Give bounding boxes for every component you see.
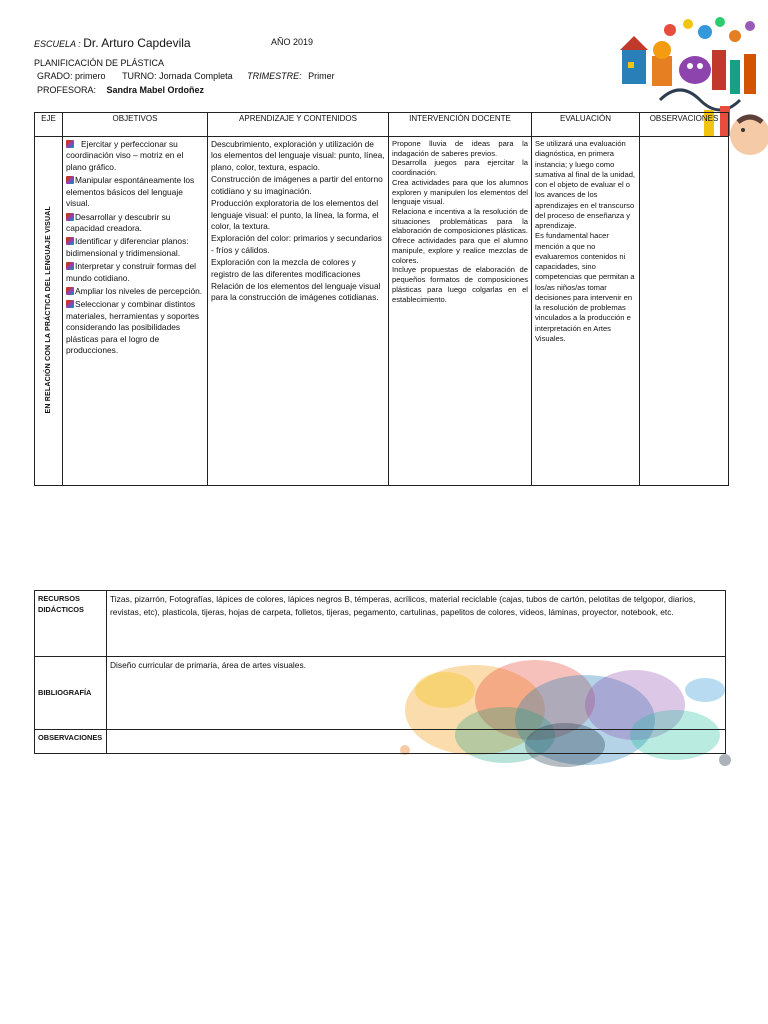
list-item: Ampliar los niveles de percepción. <box>66 286 204 297</box>
table-header-row <box>35 113 729 137</box>
escuela-label: ESCUELA : <box>34 39 81 49</box>
list-item: Incluye propuestas de elaboración de pequeños formatos de composiciones plásticas para luego colgarlas en el establecimiento. <box>392 265 528 304</box>
header-contenidos: APRENDIZAJE Y CONTENIDOS <box>208 113 389 137</box>
header-evaluacion: EVALUACIÓN <box>532 113 640 137</box>
paint-bullet-icon <box>66 262 74 270</box>
list-item: Desarrolla juegos para ejercitar la coordinación. <box>392 158 528 178</box>
observaciones-value <box>107 729 726 753</box>
bibliografia-value: Diseño curricular de primaria, área de artes visuales. <box>107 657 726 729</box>
observaciones-label: OBSERVACIONES <box>35 729 107 753</box>
list-item: Propone lluvia de ideas para la indagación de saberes previos. <box>392 139 528 158</box>
turno-value: Jornada Completa <box>159 71 233 81</box>
list-item: Relación de los elementos del lenguaje visual para la construcción de imágenes cotidianas. <box>211 281 381 303</box>
table-row <box>35 137 729 486</box>
trimestre-value: Primer <box>308 71 335 81</box>
intervencion-cell <box>389 137 532 486</box>
list-item: Construcción de imágenes a partir del entorno cotidiano y su imaginación. <box>211 174 383 196</box>
profesora-label: PROFESORA: <box>37 85 97 95</box>
table-row <box>35 591 726 657</box>
list-item: Interpretar y construir formas del mundo cotidiano. <box>66 261 197 283</box>
turno-label: TURNO: <box>122 71 157 81</box>
paint-bullet-icon <box>66 176 74 184</box>
recursos-table <box>34 590 726 754</box>
list-item: Seleccionar y combinar distintos materiales, herramientas y soportes considerando las posibilidades plásticas para el logro de producciones. <box>66 299 200 356</box>
grado-value: primero <box>75 71 106 81</box>
list-item: Se utilizará una evaluación diagnóstica, en primera instancia; y luego como sumativa al final de la unidad, con el objeto de evaluar el o los avances de los aprendizajes en el transcurso del proceso de enseñanza y aprendizaje. <box>535 139 636 230</box>
contenidos-cell <box>208 137 389 486</box>
table-row <box>35 657 726 729</box>
paint-bullet-icon <box>66 287 74 295</box>
objetivos-list <box>66 139 204 357</box>
planning-table <box>34 112 729 486</box>
header-intervencion: INTERVENCIÓN DOCENTE <box>389 113 532 137</box>
recursos-label: RECURSOS DIDÁCTICOS <box>35 591 107 657</box>
objetivos-cell <box>63 137 208 486</box>
planificacion-title: PLANIFICACIÓN DE PLÁSTICA <box>34 58 165 68</box>
paint-bullet-icon <box>66 237 74 245</box>
list-item: Es fundamental hacer mención a que no evaluaremos contenidos ni capacidades, sino competencias que permitan a los/as niños/as tomar decisiones para intervenir en la resolución de problemas vinculados a la producción e interpretación en Artes Visuales. <box>535 231 635 343</box>
header-eje: EJE <box>35 113 63 137</box>
profesora-value: Sandra Mabel Ordoñez <box>106 85 205 95</box>
list-item: Desarrollar y descubrir su capacidad creadora. <box>66 211 171 233</box>
paint-bullet-icon <box>66 300 74 308</box>
bibliografia-label: BIBLIOGRAFÍA <box>35 657 107 729</box>
evaluacion-cell <box>532 137 640 486</box>
anio: AÑO 2019 <box>271 37 314 47</box>
header-observaciones: OBSERVACIONES <box>640 113 729 137</box>
eje-text: EN RELACIÓN CON LA PRÁCTICA DEL LENGUAJE VISUAL <box>44 205 52 414</box>
list-item: Exploración con la mezcla de colores y registro de las diferentes modificaciones <box>211 257 361 279</box>
list-item: Relaciona e incentiva a la resolución de situaciones problemáticas para la elaboración de composiciones plásticas. <box>392 207 528 236</box>
recursos-value: Tizas, pizarrón, Fotografías, lápices de colores, lápices negros B, témperas, acrílicos, material reciclable (cajas, tubos de cartón, pelotitas de telgopor, diarios, revistas, etc), plasticola, tijeras, hojas de carpeta, folletos, tijeras, pegamento, cartulinas, papelitos de colores, videos, láminas, proyector, notebook, etc. <box>107 591 726 657</box>
profesora-line <box>37 85 204 95</box>
list-item: Manipular espontáneamente los elementos básicos del lenguaje visual. <box>66 175 195 209</box>
header-objetivos: OBJETIVOS <box>63 113 208 137</box>
escuela-line <box>34 36 191 50</box>
list-item: Ofrece actividades para que el alumno manipule, explore y realice mezclas de colores. <box>392 236 528 265</box>
list-item: Descubrimiento, exploración y utilización de los elementos del lenguaje visual: punto, línea, plano, color, textura, espacio. <box>211 139 385 172</box>
trimestre-label: TRIMESTRE: <box>247 71 302 81</box>
grado-label: GRADO: <box>37 71 73 81</box>
eje-cell <box>35 137 63 486</box>
paint-bullet-icon <box>66 140 74 148</box>
list-item: Ejercitar y perfeccionar su coordinación viso – motriz en el plano gráfico. <box>66 139 184 172</box>
table-row <box>35 729 726 753</box>
list-item: Producción exploratoria de los elementos del lenguaje visual: el punto, la línea, la forma, el color, la textura. <box>211 198 379 231</box>
list-item: Crea actividades para que los alumnos exploren y manipulen los elementos del lenguaje visual. <box>392 177 528 207</box>
list-item: Exploración del color: primarios y secundarios - fríos y cálidos. <box>211 233 382 255</box>
escuela-value: Dr. Arturo Capdevila <box>83 36 191 50</box>
paint-bullet-icon <box>66 213 74 221</box>
list-item: Identificar y diferenciar planos: bidimensional y tridimensional. <box>66 236 189 258</box>
observaciones-cell <box>640 137 729 486</box>
grado-line <box>37 71 335 81</box>
